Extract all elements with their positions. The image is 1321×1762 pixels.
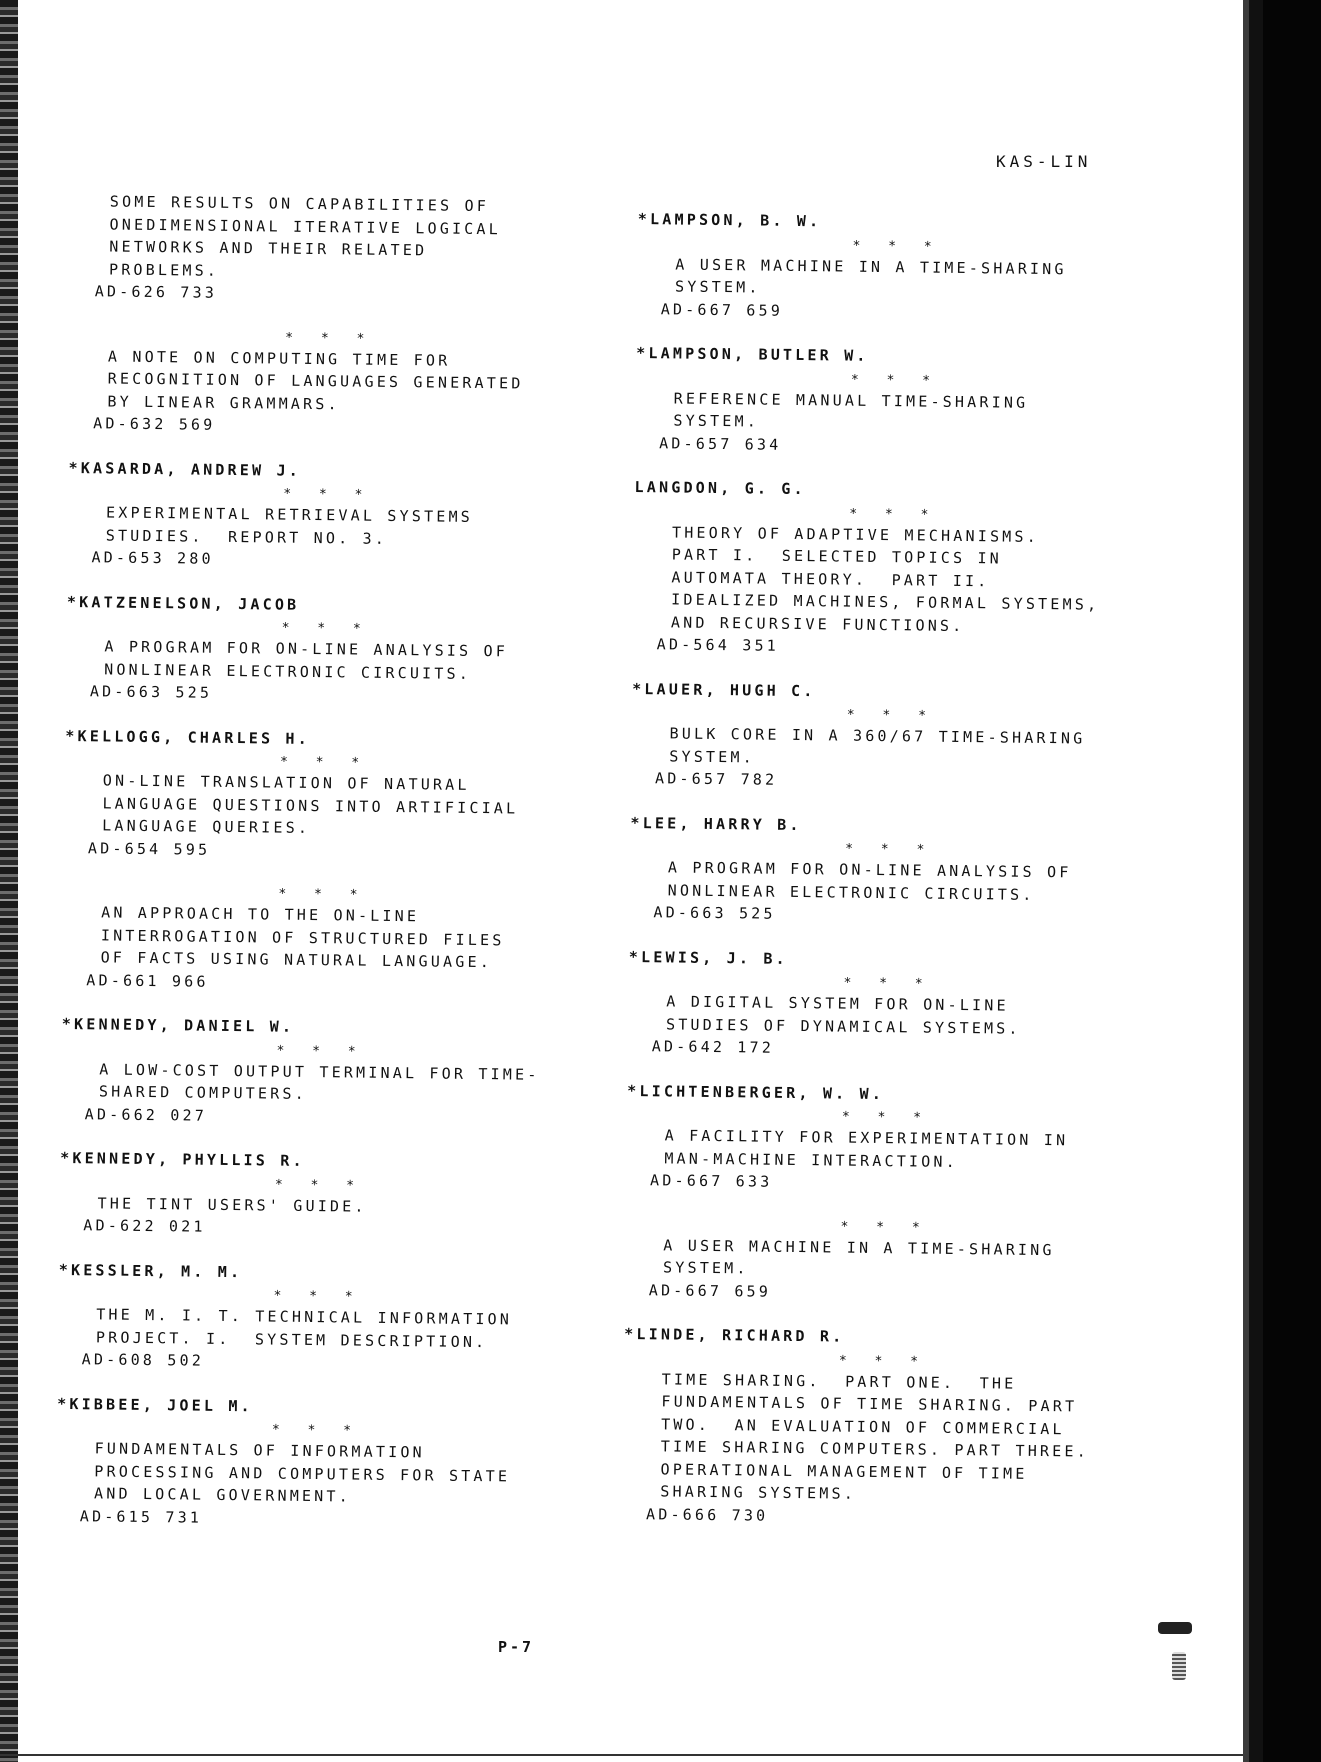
ad-number: AD-615 731 [79, 1506, 203, 1527]
separator-dots: * * * [283, 486, 373, 503]
separator-dots: * * * [279, 754, 370, 771]
ad-number: AD-667 633 [650, 1171, 773, 1191]
page-number: P-7 [498, 1638, 535, 1656]
scan-bottom-rule [0, 1754, 1243, 1756]
author-name: *LAUER, HUGH C. [632, 679, 816, 700]
report-title: A USER MACHINE IN A TIME-SHARING SYSTEM. [674, 254, 1067, 297]
author-name: *LINDE, RICHARD R. [624, 1324, 845, 1346]
right-column [622, 208, 1198, 1554]
ad-number: AD-632 569 [93, 414, 216, 434]
ad-number: AD-661 966 [86, 970, 209, 991]
author-name: *KENNEDY, PHYLLIS R. [60, 1148, 305, 1170]
ad-number: AD-666 730 [645, 1504, 769, 1525]
separator-dots: * * * [840, 1219, 930, 1236]
report-title: A USER MACHINE IN A TIME-SHARING SYSTEM. [662, 1235, 1055, 1278]
author-name: *LICHTENBERGER, W. W. [627, 1081, 885, 1103]
separator-dots: * * * [850, 372, 941, 389]
author-name: *KIBBEE, JOEL M. [57, 1394, 253, 1415]
report-title: A PROGRAM FOR ON-LINE ANALYSIS OF NONLINEAR ELECTRONIC CIRCUITS. [667, 858, 1072, 904]
author-name: *LEE, HARRY B. [630, 813, 802, 834]
report-title: ON-LINE TRANSLATION OF NATURAL LANGUAGE QUESTIONS INTO ARTIFICIAL LANGUAGE QUERIES. [102, 771, 519, 837]
ad-number: AD-626 733 [94, 282, 218, 302]
ad-number: AD-642 172 [651, 1037, 775, 1057]
separator-dots: * * * [274, 1177, 365, 1194]
report-title: THE M. I. T. TECHNICAL INFORMATION PROJECT. I. SYSTEM DESCRIPTION. [95, 1305, 513, 1351]
report-title: A FACILITY FOR EXPERIMENTATION IN MAN-MACHINE INTERACTION. [664, 1126, 1069, 1171]
author-name: *KATZENELSON, JACOB [66, 592, 300, 614]
ad-number: AD-667 659 [660, 299, 784, 320]
separator-dots: * * * [843, 975, 933, 992]
author-name: *KASARDA, ANDREW J. [68, 458, 302, 480]
ad-number: AD-564 351 [656, 635, 780, 655]
scan-edge-left [0, 0, 18, 1762]
report-title: A NOTE ON COMPUTING TIME FOR RECOGNITION OF LANGUAGES GENERATED BY LINEAR GRAMMARS. [107, 346, 524, 413]
separator-dots: * * * [278, 886, 368, 903]
author-name: *KESSLER, M. M. [58, 1260, 243, 1281]
separator-dots: * * * [841, 1109, 932, 1126]
report-title: A DIGITAL SYSTEM FOR ON-LINE STUDIES OF DYNAMICAL SYSTEMS. [665, 992, 1021, 1038]
separator-dots: * * * [281, 620, 371, 637]
author-name: *LAMPSON, BUTLER W. [636, 343, 869, 365]
separator-dots: * * * [852, 238, 942, 255]
author-name: LANGDON, G. G. [634, 477, 806, 499]
author-name: *KENNEDY, DANIEL W. [61, 1014, 295, 1036]
ad-number: AD-662 027 [84, 1104, 208, 1125]
report-title: SOME RESULTS ON CAPABILITIES OF ONEDIMENSIONAL ITERATIVE LOGICAL NETWORKS AND THEIR RELATED PROBLEMS. [108, 192, 502, 280]
report-title: A PROGRAM FOR ON-LINE ANALYSIS OF NONLINEAR ELECTRONIC CIRCUITS. [104, 637, 509, 683]
report-title: THE TINT USERS' GUIDE. [97, 1193, 367, 1216]
scan-smudge-small [1172, 1652, 1186, 1680]
report-title: FUNDAMENTALS OF INFORMATION PROCESSING AND COMPUTERS FOR STATE AND LOCAL GOVERNMENT. [93, 1439, 511, 1506]
report-title: TIME SHARING. PART ONE. THE FUNDAMENTALS OF TIME SHARING. PART TWO. AN EVALUATION OF COMMERCIAL TIME SHARING COMPUTERS. PART THREE. OPERATIONAL MANAGEMENT OF TIME SHARING SYSTEMS. [660, 1369, 1090, 1503]
ad-number: AD-622 021 [83, 1216, 206, 1236]
separator-dots: * * * [838, 1353, 929, 1370]
separator-dots: * * * [845, 841, 935, 858]
report-title: EXPERIMENTAL RETRIEVAL SYSTEMS STUDIES. REPORT NO. 3. [105, 503, 474, 548]
ad-number: AD-657 782 [654, 769, 778, 789]
report-title: A LOW-COST OUTPUT TERMINAL FOR TIME- SHARED COMPUTERS. [98, 1059, 540, 1103]
scan-edge-right [1243, 0, 1321, 1762]
report-title: BULK CORE IN A 360/67 TIME-SHARING SYSTEM. [669, 724, 1086, 766]
ad-number: AD-657 634 [659, 433, 782, 454]
separator-dots: * * * [285, 330, 375, 347]
ad-number: AD-663 525 [89, 682, 213, 702]
left-column [55, 190, 632, 1556]
report-title: REFERENCE MANUAL TIME-SHARING SYSTEM. [673, 388, 1029, 431]
scan-smudge [1158, 1622, 1192, 1634]
author-name: *LEWIS, J. B. [628, 947, 788, 968]
author-name: *LAMPSON, B. W. [637, 209, 822, 231]
page-header-range: KAS-LIN [996, 152, 1092, 171]
ad-number: AD-654 595 [87, 838, 211, 859]
separator-dots: * * * [273, 1288, 363, 1305]
separator-dots: * * * [271, 1422, 362, 1439]
separator-dots: * * * [849, 506, 939, 523]
report-title: AN APPROACH TO THE ON-LINE INTERROGATION OF STRUCTURED FILES OF FACTS USING NATURAL LANGUAGE. [100, 903, 505, 972]
report-title: THEORY OF ADAPTIVE MECHANISMS. PART I. SELECTED TOPICS IN AUTOMATA THEORY. PART II. IDEALIZED MACHINES, FORMAL SYSTEMS, AND RECURSIVE FUNCTIONS. [670, 522, 1100, 635]
author-name: *KELLOGG, CHARLES H. [65, 726, 311, 748]
ad-number: AD-667 659 [648, 1280, 772, 1301]
separator-dots: * * * [276, 1043, 366, 1060]
ad-number: AD-608 502 [81, 1350, 205, 1370]
ad-number: AD-663 525 [653, 903, 776, 923]
separator-dots: * * * [846, 707, 937, 724]
ad-number: AD-653 280 [91, 548, 214, 568]
